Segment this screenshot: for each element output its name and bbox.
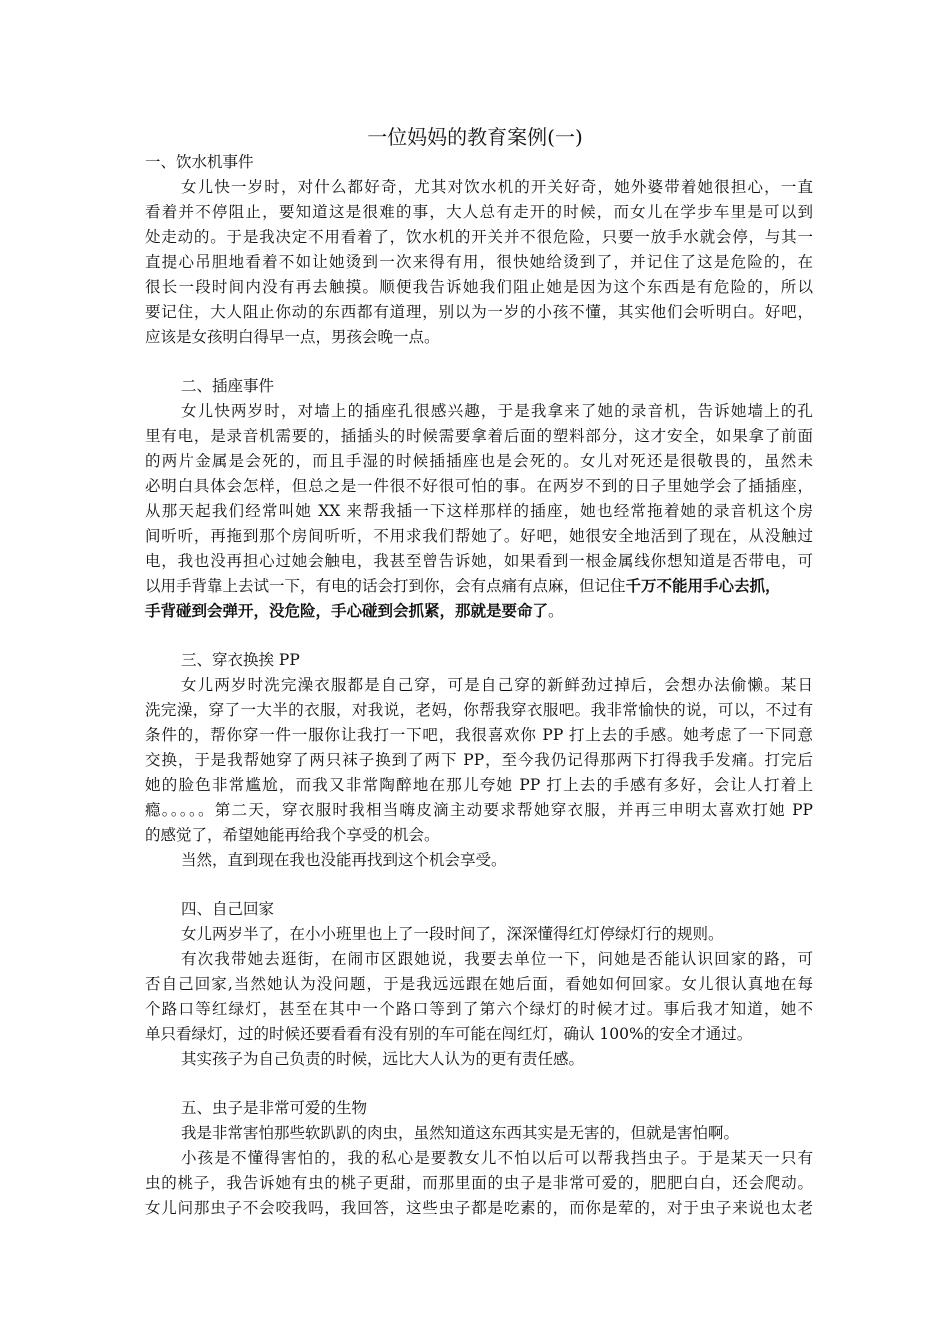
paragraph-line: 女儿快两岁时，对墙上的插座孔很感兴趣，于是我拿来了她的录音机，告诉她墙上的孔 bbox=[181, 402, 813, 420]
paragraph-line: 当然，直到现在我也没能再找到这个机会享受。 bbox=[181, 851, 507, 869]
section-heading-2: 二、插座事件 bbox=[181, 377, 275, 395]
paragraph-line: 我是非常害怕那些软趴趴的肉虫，虽然知道这东西其实是无害的，但就是害怕啊。 bbox=[181, 1124, 740, 1142]
paragraph-line: 女儿快一岁时，对什么都好奇，尤其对饮水机的开关好奇，她外婆带着她很担心，一直 bbox=[181, 178, 813, 196]
paragraph-line: 小孩是不懂得害怕的，我的私心是要教女儿不怕以后可以帮我挡虫子。于是某天一只有 bbox=[181, 1149, 813, 1167]
emphasis-text: 手背碰到会弹开，没危险，手心碰到会抓紧，那就是要命了 bbox=[145, 602, 549, 620]
paragraph-line: 的两片金属是会死的，而且手湿的时候插插座也是会死的。女儿对死还是很敬畏的，虽然未 bbox=[145, 452, 813, 470]
paragraph-line: 女儿两岁时洗完澡衣服都是自己穿，可是自己穿的新鲜劲过掉后，会想办法偷懒。某日 bbox=[181, 676, 813, 694]
line-text: 以用手背靠上去试一下，有电的话会打到你，会有点痛有点麻，但记住 bbox=[145, 577, 626, 595]
paragraph-line: 必明白具体会怎样，但总之是一件很不好很可怕的事。在两岁不到的日子里她学会了插插座， bbox=[145, 477, 813, 495]
paragraph-line: 要记住，大人阻止你动的东西都有道理，别以为一岁的小孩不懂，其实他们会听明白。好吧， bbox=[145, 303, 813, 321]
paragraph-line: 女儿两岁半了，在小小班里也上了一段时间了，深深懂得红灯停绿灯行的规则。 bbox=[181, 925, 724, 943]
paragraph-line: 她的脸色非常尴尬，而我又非常陶醉地在那儿夸她 PP 打上去的手感有多好，会让人打着上 bbox=[145, 776, 813, 794]
section-heading-5: 五、虫子是非常可爱的生物 bbox=[181, 1099, 368, 1117]
paragraph-line bbox=[145, 574, 813, 599]
paragraph-line: 瘾。。。。。第二天，穿衣服时我相当嗨皮滴主动要求帮她穿衣服，并再三申明太喜欢打她 PP bbox=[145, 801, 813, 819]
paragraph-line bbox=[145, 599, 813, 624]
paragraph-line: 处走动的。于是我决定不用看着了，饮水机的开关并不很危险，只要一放手水就会停，与其一 bbox=[145, 228, 813, 246]
paragraph-line: 个路口等红绿灯，甚至在其中一个路口等到了第六个绿灯的时候才过。事后我才知道，她不 bbox=[145, 1000, 813, 1018]
section-heading-4: 四、自己回家 bbox=[181, 900, 275, 918]
paragraph-line: 直提心吊胆地看着不如让她烫到一次来得有用，很快她给烫到了，并记住了这是危险的，在 bbox=[145, 253, 813, 271]
section-heading-3: 三、穿衣换挨 PP bbox=[181, 651, 300, 669]
line-text: 。 bbox=[548, 602, 564, 620]
paragraph-line: 有次我带她去逛街，在闹市区跟她说，我要去单位一下，问她是否能认识回家的路，可 bbox=[181, 950, 813, 968]
paragraph-line: 电，我也没再担心过她会触电，我甚至曾告诉她，如果看到一根金属线你想知道是否带电，可 bbox=[145, 552, 813, 570]
paragraph-line: 从那天起我们经常叫她 XX 来帮我插一下这样那样的插座，她也经常拖着她的录音机这个房 bbox=[145, 502, 813, 520]
paragraph-line: 否自己回家,当然她认为没问题，于是我远远跟在她后面，看她如何回家。女儿很认真地在每 bbox=[145, 975, 813, 993]
emphasis-text: 千万不能用手心去抓， bbox=[625, 577, 781, 595]
paragraph-line: 看着并不停阻止，要知道这是很难的事，大人总有走开的时候，而女儿在学步车里是可以到 bbox=[145, 203, 813, 221]
document-title: 一位妈妈的教育案例(一) bbox=[367, 125, 583, 149]
paragraph-line: 交换，于是我帮她穿了两只袜子换到了两下 PP，至今我仍记得那两下打得我手发痛。打完后 bbox=[145, 751, 813, 769]
paragraph-line: 间听听，再拖到那个房间听听，不用求我们帮她了。好吧，她很安全地活到了现在，从没触过 bbox=[145, 527, 813, 545]
paragraph-line: 女儿问那虫子不会咬我吗，我回答，这些虫子都是吃素的，而你是荤的，对于虫子来说也太老 bbox=[145, 1199, 813, 1217]
paragraph-line: 其实孩子为自己负责的时候，远比大人认为的更有责任感。 bbox=[181, 1050, 585, 1068]
paragraph-line: 条件的，帮你穿一件一服你让我打一下吧，我很喜欢你 PP 打上去的手感。她考虑了一下同意 bbox=[145, 726, 813, 744]
paragraph-line: 里有电，是录音机需要的，插插头的时候需要拿着后面的塑料部分，这才安全，如果拿了前面 bbox=[145, 427, 813, 445]
paragraph-line: 应该是女孩明白得早一点，男孩会晚一点。 bbox=[145, 328, 440, 346]
section-heading-1: 一、饮水机事件 bbox=[145, 153, 254, 171]
paragraph-line: 单只看绿灯，过的时候还要看看有没有别的车可能在闯红灯，确认 100%的安全才通过。 bbox=[145, 1025, 753, 1043]
paragraph-line: 的感觉了，希望她能再给我个享受的机会。 bbox=[145, 826, 440, 844]
paragraph-line: 洗完澡，穿了一大半的衣服，对我说，老妈，你帮我穿衣服吧。我非常愉快的说，可以，不过有 bbox=[145, 701, 813, 719]
paragraph-line: 很长一段时间内没有再去触摸。顺便我告诉她我们阻止她是因为这个东西是有危险的，所以 bbox=[145, 278, 813, 296]
paragraph-line: 虫的桃子，我告诉她有虫的桃子更甜，而那里面的虫子是非常可爱的，肥肥白白，还会爬动。 bbox=[145, 1174, 813, 1192]
